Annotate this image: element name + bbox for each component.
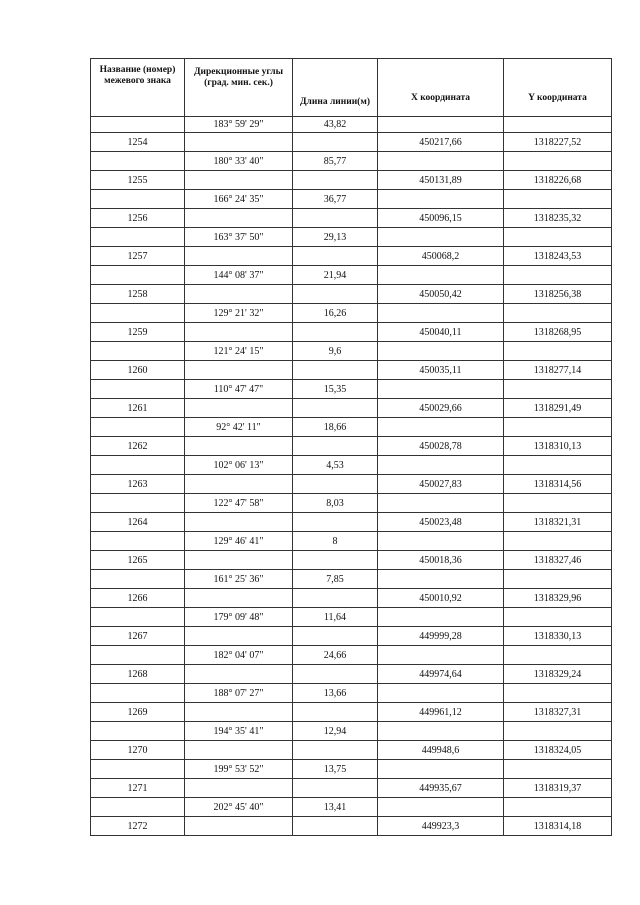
name-cell bbox=[91, 190, 185, 209]
x-cell: 450028,78 bbox=[378, 437, 504, 456]
angle-cell: 161° 25' 36" bbox=[185, 570, 293, 589]
segment-row bbox=[91, 117, 612, 133]
segment-row bbox=[91, 380, 612, 399]
length-cell bbox=[293, 779, 378, 798]
length-cell bbox=[293, 741, 378, 760]
y-cell: 1318319,37 bbox=[504, 779, 612, 798]
name-cell: 1267 bbox=[91, 627, 185, 646]
name-cell: 1270 bbox=[91, 741, 185, 760]
name-cell bbox=[91, 684, 185, 703]
y-cell: 1318243,53 bbox=[504, 247, 612, 266]
angle-cell bbox=[185, 513, 293, 532]
name-cell: 1268 bbox=[91, 665, 185, 684]
y-cell bbox=[504, 342, 612, 361]
angle-cell: 163° 37' 50" bbox=[185, 228, 293, 247]
y-cell bbox=[504, 117, 612, 133]
y-cell: 1318329,96 bbox=[504, 589, 612, 608]
y-cell bbox=[504, 722, 612, 741]
y-cell bbox=[504, 190, 612, 209]
x-cell: 450096,15 bbox=[378, 209, 504, 228]
angle-cell: 179° 09' 48" bbox=[185, 608, 293, 627]
length-cell bbox=[293, 285, 378, 304]
name-cell bbox=[91, 722, 185, 741]
x-cell bbox=[378, 228, 504, 247]
x-cell: 449935,67 bbox=[378, 779, 504, 798]
x-cell bbox=[378, 342, 504, 361]
y-cell: 1318324,05 bbox=[504, 741, 612, 760]
y-cell: 1318330,13 bbox=[504, 627, 612, 646]
angle-cell bbox=[185, 589, 293, 608]
x-cell bbox=[378, 117, 504, 133]
segment-row bbox=[91, 798, 612, 817]
y-cell: 1318268,95 bbox=[504, 323, 612, 342]
table-header-row bbox=[91, 59, 612, 117]
y-cell bbox=[504, 228, 612, 247]
y-cell: 1318277,14 bbox=[504, 361, 612, 380]
point-row bbox=[91, 817, 612, 836]
x-cell bbox=[378, 646, 504, 665]
y-cell bbox=[504, 798, 612, 817]
length-cell: 18,66 bbox=[293, 418, 378, 437]
name-cell: 1264 bbox=[91, 513, 185, 532]
angle-cell bbox=[185, 779, 293, 798]
x-cell: 449948,6 bbox=[378, 741, 504, 760]
header-name: Название (номер) межевого знака bbox=[91, 59, 185, 117]
header-y: Y координата bbox=[504, 59, 612, 117]
y-cell: 1318310,13 bbox=[504, 437, 612, 456]
angle-cell bbox=[185, 285, 293, 304]
segment-row bbox=[91, 418, 612, 437]
length-cell bbox=[293, 209, 378, 228]
name-cell bbox=[91, 418, 185, 437]
point-row bbox=[91, 475, 612, 494]
angle-cell bbox=[185, 817, 293, 836]
y-cell bbox=[504, 418, 612, 437]
name-cell bbox=[91, 532, 185, 551]
angle-cell: 129° 46' 41" bbox=[185, 532, 293, 551]
name-cell bbox=[91, 228, 185, 247]
y-cell bbox=[504, 532, 612, 551]
name-cell bbox=[91, 342, 185, 361]
segment-row bbox=[91, 228, 612, 247]
name-cell: 1261 bbox=[91, 399, 185, 418]
y-cell: 1318291,49 bbox=[504, 399, 612, 418]
x-cell bbox=[378, 570, 504, 589]
x-cell: 450050,42 bbox=[378, 285, 504, 304]
point-row bbox=[91, 247, 612, 266]
name-cell: 1263 bbox=[91, 475, 185, 494]
header-x: X координата bbox=[378, 59, 504, 117]
point-row bbox=[91, 437, 612, 456]
segment-row bbox=[91, 304, 612, 323]
angle-cell: 166° 24' 35" bbox=[185, 190, 293, 209]
segment-row bbox=[91, 456, 612, 475]
point-row bbox=[91, 285, 612, 304]
angle-cell bbox=[185, 665, 293, 684]
length-cell: 11,64 bbox=[293, 608, 378, 627]
angle-cell: 180° 33' 40" bbox=[185, 152, 293, 171]
x-cell: 449961,12 bbox=[378, 703, 504, 722]
length-cell: 15,35 bbox=[293, 380, 378, 399]
x-cell bbox=[378, 608, 504, 627]
length-cell: 4,53 bbox=[293, 456, 378, 475]
name-cell: 1258 bbox=[91, 285, 185, 304]
name-cell: 1254 bbox=[91, 133, 185, 152]
name-cell: 1269 bbox=[91, 703, 185, 722]
length-cell bbox=[293, 437, 378, 456]
x-cell: 450040,11 bbox=[378, 323, 504, 342]
angle-cell: 102° 06' 13" bbox=[185, 456, 293, 475]
point-row bbox=[91, 513, 612, 532]
y-cell bbox=[504, 380, 612, 399]
x-cell bbox=[378, 494, 504, 513]
length-cell bbox=[293, 475, 378, 494]
x-cell: 450029,66 bbox=[378, 399, 504, 418]
length-cell: 13,75 bbox=[293, 760, 378, 779]
length-cell bbox=[293, 513, 378, 532]
name-cell bbox=[91, 494, 185, 513]
x-cell: 450018,36 bbox=[378, 551, 504, 570]
segment-row bbox=[91, 646, 612, 665]
angle-cell bbox=[185, 323, 293, 342]
length-cell bbox=[293, 665, 378, 684]
segment-row bbox=[91, 190, 612, 209]
x-cell bbox=[378, 418, 504, 437]
point-row bbox=[91, 741, 612, 760]
length-cell bbox=[293, 171, 378, 190]
name-cell: 1265 bbox=[91, 551, 185, 570]
x-cell: 450068,2 bbox=[378, 247, 504, 266]
x-cell: 450217,66 bbox=[378, 133, 504, 152]
name-cell: 1255 bbox=[91, 171, 185, 190]
y-cell: 1318321,31 bbox=[504, 513, 612, 532]
length-cell: 85,77 bbox=[293, 152, 378, 171]
y-cell: 1318329,24 bbox=[504, 665, 612, 684]
angle-cell: 199° 53' 52" bbox=[185, 760, 293, 779]
name-cell bbox=[91, 646, 185, 665]
point-row bbox=[91, 627, 612, 646]
point-row bbox=[91, 323, 612, 342]
point-row bbox=[91, 589, 612, 608]
name-cell bbox=[91, 304, 185, 323]
segment-row bbox=[91, 684, 612, 703]
length-cell bbox=[293, 323, 378, 342]
angle-cell: 144° 08' 37" bbox=[185, 266, 293, 285]
angle-cell: 122° 47' 58" bbox=[185, 494, 293, 513]
angle-cell bbox=[185, 171, 293, 190]
segment-row bbox=[91, 722, 612, 741]
segment-row bbox=[91, 266, 612, 285]
name-cell bbox=[91, 760, 185, 779]
y-cell: 1318314,18 bbox=[504, 817, 612, 836]
y-cell: 1318327,46 bbox=[504, 551, 612, 570]
x-cell bbox=[378, 798, 504, 817]
name-cell bbox=[91, 117, 185, 133]
name-cell bbox=[91, 570, 185, 589]
angle-cell bbox=[185, 703, 293, 722]
length-cell: 13,41 bbox=[293, 798, 378, 817]
angle-cell bbox=[185, 133, 293, 152]
segment-row bbox=[91, 152, 612, 171]
x-cell bbox=[378, 152, 504, 171]
segment-row bbox=[91, 342, 612, 361]
x-cell bbox=[378, 760, 504, 779]
angle-cell: 188° 07' 27" bbox=[185, 684, 293, 703]
y-cell bbox=[504, 684, 612, 703]
name-cell bbox=[91, 152, 185, 171]
y-cell bbox=[504, 608, 612, 627]
name-cell: 1260 bbox=[91, 361, 185, 380]
length-cell: 29,13 bbox=[293, 228, 378, 247]
y-cell: 1318235,32 bbox=[504, 209, 612, 228]
x-cell bbox=[378, 380, 504, 399]
y-cell: 1318226,68 bbox=[504, 171, 612, 190]
boundary-coordinates-table bbox=[90, 58, 612, 836]
y-cell bbox=[504, 570, 612, 589]
angle-cell bbox=[185, 399, 293, 418]
angle-cell: 92° 42' 11" bbox=[185, 418, 293, 437]
y-cell: 1318227,52 bbox=[504, 133, 612, 152]
point-row bbox=[91, 133, 612, 152]
length-cell: 8,03 bbox=[293, 494, 378, 513]
length-cell: 24,66 bbox=[293, 646, 378, 665]
length-cell: 16,26 bbox=[293, 304, 378, 323]
length-cell bbox=[293, 247, 378, 266]
angle-cell bbox=[185, 475, 293, 494]
x-cell bbox=[378, 722, 504, 741]
length-cell: 7,85 bbox=[293, 570, 378, 589]
x-cell bbox=[378, 266, 504, 285]
angle-cell: 183° 59' 29" bbox=[185, 117, 293, 133]
x-cell bbox=[378, 190, 504, 209]
x-cell: 449974,64 bbox=[378, 665, 504, 684]
y-cell bbox=[504, 304, 612, 323]
y-cell: 1318314,56 bbox=[504, 475, 612, 494]
x-cell: 450010,92 bbox=[378, 589, 504, 608]
point-row bbox=[91, 399, 612, 418]
length-cell: 8 bbox=[293, 532, 378, 551]
angle-cell bbox=[185, 437, 293, 456]
angle-cell bbox=[185, 551, 293, 570]
point-row bbox=[91, 171, 612, 190]
length-cell: 12,94 bbox=[293, 722, 378, 741]
point-row bbox=[91, 703, 612, 722]
length-cell bbox=[293, 133, 378, 152]
header-length: Длина линии(м) bbox=[293, 59, 378, 117]
header-angle: Дирекционные углы (град. мин. сек.) bbox=[185, 59, 293, 117]
name-cell: 1256 bbox=[91, 209, 185, 228]
point-row bbox=[91, 779, 612, 798]
name-cell bbox=[91, 456, 185, 475]
name-cell: 1262 bbox=[91, 437, 185, 456]
x-cell: 450131,89 bbox=[378, 171, 504, 190]
angle-cell: 110° 47' 47" bbox=[185, 380, 293, 399]
angle-cell bbox=[185, 741, 293, 760]
length-cell: 43,82 bbox=[293, 117, 378, 133]
length-cell bbox=[293, 551, 378, 570]
x-cell bbox=[378, 684, 504, 703]
x-cell: 450035,11 bbox=[378, 361, 504, 380]
length-cell bbox=[293, 361, 378, 380]
name-cell: 1272 bbox=[91, 817, 185, 836]
point-row bbox=[91, 209, 612, 228]
segment-row bbox=[91, 494, 612, 513]
length-cell bbox=[293, 399, 378, 418]
point-row bbox=[91, 665, 612, 684]
x-cell bbox=[378, 532, 504, 551]
length-cell: 13,66 bbox=[293, 684, 378, 703]
y-cell bbox=[504, 646, 612, 665]
length-cell bbox=[293, 703, 378, 722]
angle-cell bbox=[185, 209, 293, 228]
name-cell bbox=[91, 266, 185, 285]
length-cell: 21,94 bbox=[293, 266, 378, 285]
x-cell: 449923,3 bbox=[378, 817, 504, 836]
angle-cell: 202° 45' 40" bbox=[185, 798, 293, 817]
point-row bbox=[91, 361, 612, 380]
angle-cell bbox=[185, 247, 293, 266]
x-cell: 450023,48 bbox=[378, 513, 504, 532]
length-cell bbox=[293, 817, 378, 836]
name-cell: 1259 bbox=[91, 323, 185, 342]
length-cell bbox=[293, 589, 378, 608]
y-cell bbox=[504, 760, 612, 779]
angle-cell bbox=[185, 627, 293, 646]
x-cell bbox=[378, 304, 504, 323]
name-cell bbox=[91, 608, 185, 627]
y-cell: 1318327,31 bbox=[504, 703, 612, 722]
y-cell bbox=[504, 494, 612, 513]
name-cell bbox=[91, 380, 185, 399]
y-cell bbox=[504, 266, 612, 285]
length-cell bbox=[293, 627, 378, 646]
angle-cell: 129° 21' 32" bbox=[185, 304, 293, 323]
x-cell: 449999,28 bbox=[378, 627, 504, 646]
angle-cell bbox=[185, 361, 293, 380]
point-row bbox=[91, 551, 612, 570]
segment-row bbox=[91, 760, 612, 779]
y-cell: 1318256,38 bbox=[504, 285, 612, 304]
angle-cell: 194° 35' 41" bbox=[185, 722, 293, 741]
length-cell: 9,6 bbox=[293, 342, 378, 361]
x-cell bbox=[378, 456, 504, 475]
angle-cell: 182° 04' 07" bbox=[185, 646, 293, 665]
name-cell: 1257 bbox=[91, 247, 185, 266]
name-cell: 1271 bbox=[91, 779, 185, 798]
segment-row bbox=[91, 608, 612, 627]
table-body bbox=[91, 117, 612, 836]
y-cell bbox=[504, 152, 612, 171]
x-cell: 450027,83 bbox=[378, 475, 504, 494]
name-cell: 1266 bbox=[91, 589, 185, 608]
segment-row bbox=[91, 570, 612, 589]
y-cell bbox=[504, 456, 612, 475]
segment-row bbox=[91, 532, 612, 551]
length-cell: 36,77 bbox=[293, 190, 378, 209]
name-cell bbox=[91, 798, 185, 817]
angle-cell: 121° 24' 15" bbox=[185, 342, 293, 361]
